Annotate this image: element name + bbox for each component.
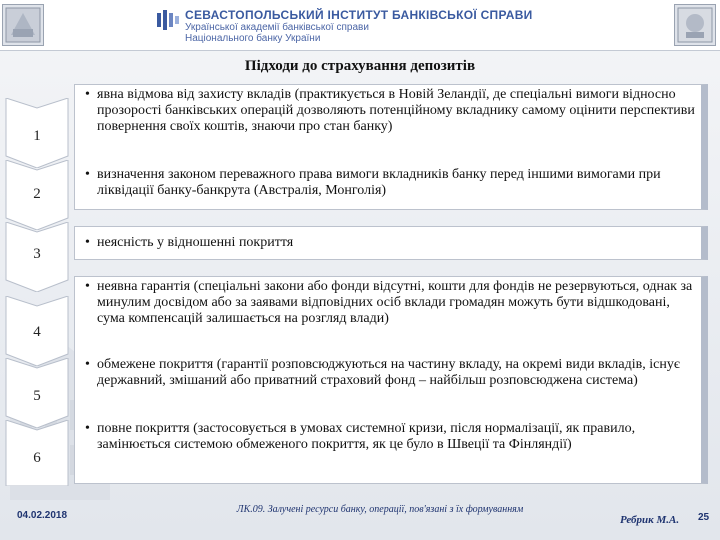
institute-name: СЕВАСТОПОЛЬСЬКИЙ ІНСТИТУТ БАНКІВСЬКОЇ СПРАВИ <box>185 8 533 22</box>
bullet-marker: • <box>85 357 90 372</box>
bullet-marker: • <box>85 235 90 250</box>
bullet-item-3 <box>85 235 695 251</box>
step-chevron-5 <box>2 358 72 428</box>
bullet-panel-3 <box>74 276 708 484</box>
bullet-item-2 <box>85 167 695 199</box>
bullet-panel-1 <box>74 84 708 210</box>
bullet-marker: • <box>85 421 90 436</box>
bullet-item-1 <box>85 87 695 135</box>
bullet-panel-2 <box>74 226 708 260</box>
footer-date: 04.02.2018 <box>17 510 68 521</box>
crest-icon <box>674 4 716 46</box>
step-number: 5 <box>33 388 41 404</box>
step-chevron-4 <box>2 296 72 366</box>
bullet-text: явна відмова від захисту вкладів (практикується в Новій Зеландії, де спеціальні вимоги відносно прозорості банківських операцій дозволяють потенційному вкладнику самому оцінити перспективи повернення своїх коштів, знаючи про стан банку) <box>97 87 695 134</box>
bullet-text: повне покриття (застосовується в умовах системної кризи, після нормалізації, як правило, замінюється системою обмеженого покриття, як це було в Швеції та Фінляндії) <box>97 421 636 452</box>
bullet-marker: • <box>85 167 90 182</box>
slide-title: Підходи до страхування депозитів <box>244 58 476 74</box>
crest-icon <box>2 4 44 46</box>
bullet-item-6 <box>85 421 695 453</box>
institute-subtitle <box>185 22 369 44</box>
bullet-marker: • <box>85 87 90 102</box>
bullet-text: обмежене покриття (гарантії розповсюджуються на частину вкладу, на окремі види вкладів, існує державний, змішаний або приватний страховий фонд – найбільш розповсюджена система) <box>97 357 680 388</box>
footer-lecture-title: ЛК.09. Залучені ресурси банку, операції, пов'язані з їх формуванням <box>236 504 524 515</box>
footer-author: Ребрик М.А. <box>620 514 680 526</box>
step-chevron-1 <box>2 98 72 168</box>
step-number: 3 <box>33 246 41 262</box>
bullet-text: неявна гарантія (спеціальні закони або фонди відсутні, кошти для фондів не резервуються, однак за минулим досвідом або за заявами відповідних осіб вклади громадян можуть бути відшкодовані, сума компенсацій залишається на розгляд влади) <box>97 279 693 326</box>
institute-subtitle-line-2: Національного банку України <box>185 33 321 44</box>
institute-logo-icon <box>157 10 179 30</box>
bullet-text: визначення законом переважного права вимоги вкладників банку перед іншими вимогами при ліквідації банку-банкрута (Австралія, Монголія) <box>97 167 661 198</box>
step-chevron-2 <box>2 160 72 230</box>
bullet-item-4 <box>85 279 695 327</box>
bullet-text: неясність у відношенні покриття <box>97 235 294 250</box>
step-chevron-3 <box>2 222 72 292</box>
header <box>0 0 720 50</box>
step-chevron-6 <box>2 420 72 486</box>
bullet-item-5 <box>85 357 695 389</box>
bullet-marker: • <box>85 279 90 294</box>
institute-subtitle-line-1: Української академії банківської справи <box>185 22 369 33</box>
step-number: 4 <box>33 324 41 340</box>
step-number: 2 <box>33 186 41 202</box>
step-number: 1 <box>33 128 41 144</box>
page-number: 25 <box>698 512 710 523</box>
step-number: 6 <box>33 450 41 466</box>
header-divider <box>0 50 720 51</box>
